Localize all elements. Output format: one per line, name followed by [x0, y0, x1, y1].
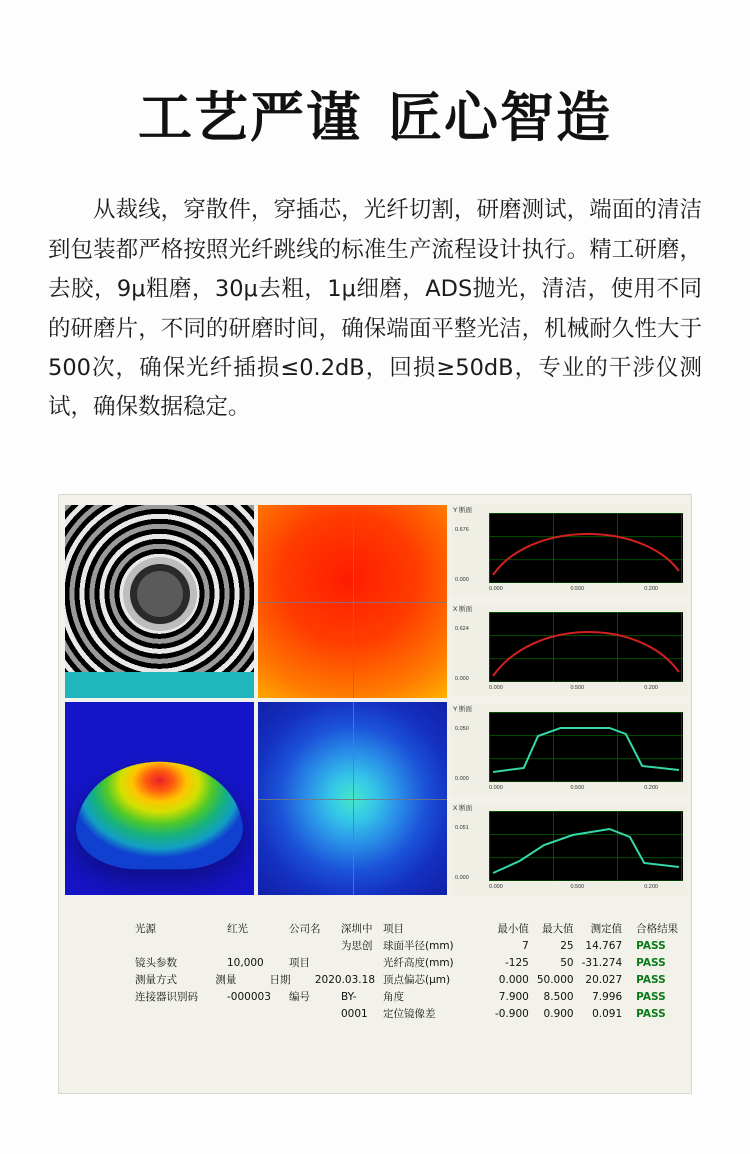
- cell-min: -0.900: [495, 1008, 529, 1020]
- cell-max: 8.500: [543, 991, 574, 1003]
- plot-y-tick-bottom: 0.000: [455, 775, 469, 782]
- plot-x-tick: 0.500: [570, 685, 585, 692]
- plot-canvas: [489, 612, 683, 682]
- plot-x-tick: 0.000: [489, 883, 503, 890]
- info-value: 10,000: [227, 957, 264, 969]
- cell-min: 0.000: [498, 974, 529, 986]
- cell-item: 定位镜像差: [383, 1008, 436, 1020]
- plot-x-axis: [489, 785, 683, 793]
- plot-x-tick: 0.000: [489, 784, 503, 791]
- image-quadrants: [65, 505, 447, 895]
- cell-item: 光纤高度(mm): [383, 957, 454, 969]
- plot-x-tick: 0.500: [570, 784, 585, 791]
- interference-rings-icon: [65, 505, 254, 698]
- plot-label: X 断面: [453, 606, 473, 614]
- interference-fringe-image: [65, 505, 254, 698]
- plot-x-axis: [489, 884, 683, 892]
- plot-x-tick: 0.500: [570, 586, 585, 592]
- instrument-screenshot: [58, 494, 692, 1094]
- column-header-measured: 测定值: [590, 923, 623, 935]
- cell-max: 25: [560, 940, 574, 952]
- plot-x-tick: 0.200: [644, 784, 658, 791]
- info-key2: 项目: [289, 957, 310, 969]
- profile-plot-column: [451, 505, 687, 895]
- dome-surface: [66, 762, 252, 870]
- profile-plot: [451, 604, 687, 696]
- info-key2: 日期: [269, 974, 291, 986]
- column-header-item: 项目: [383, 923, 404, 935]
- plot-x-tick: 0.000: [489, 685, 503, 692]
- status-badge: PASS: [636, 1008, 666, 1020]
- info-row: [135, 921, 375, 955]
- plot-label: Y 断面: [453, 705, 473, 713]
- surface-3d-image: [65, 702, 254, 895]
- cell-min: 7: [522, 940, 529, 952]
- plot-x-axis: [489, 685, 683, 693]
- plot-x-tick: 0.200: [644, 883, 658, 890]
- info-key: 连接器识别码: [135, 991, 198, 1003]
- crosshair-vertical: [353, 505, 354, 698]
- info-row: [135, 955, 375, 972]
- page-title: [0, 0, 750, 147]
- core-spot-gradient: [258, 702, 447, 895]
- plot-x-tick: 0.200: [644, 685, 658, 692]
- info-value: 测量: [215, 974, 237, 986]
- info-key: 测量方式: [135, 974, 177, 986]
- heatmap-gradient: [258, 505, 447, 698]
- crosshair-vertical: [353, 702, 354, 895]
- measurement-result-table: [383, 921, 682, 1023]
- measurement-data-area: [73, 907, 677, 1085]
- info-key2: 公司名: [289, 923, 321, 935]
- plot-y-tick-bottom: 0.000: [455, 874, 469, 881]
- measurement-image-grid: [65, 505, 687, 895]
- plot-y-tick-top: 0.051: [455, 824, 469, 831]
- status-badge: PASS: [636, 957, 666, 969]
- plot-y-tick-bottom: 0.000: [455, 676, 469, 683]
- cell-measured: 0.091: [592, 1008, 623, 1020]
- heatmap-image: [258, 505, 447, 698]
- cell-max: 50.000: [536, 974, 574, 986]
- table-header-row: [383, 921, 682, 938]
- column-header-min: 最小值: [497, 923, 529, 935]
- profile-plot: [451, 505, 687, 597]
- cell-item: 角度: [383, 991, 404, 1003]
- info-value: -000003: [227, 991, 271, 1003]
- plot-canvas: [489, 712, 683, 782]
- table-row: [383, 955, 682, 972]
- plot-y-tick-top: 0.050: [455, 725, 469, 732]
- column-header-max: 最大值: [542, 923, 574, 935]
- info-value2: BY-0001: [341, 991, 368, 1020]
- table-row: [383, 938, 682, 955]
- plot-y-tick-top: 0.624: [455, 626, 469, 633]
- status-badge: PASS: [636, 991, 666, 1003]
- plot-y-tick-top: 0.676: [455, 527, 469, 533]
- profile-plot: [451, 704, 687, 796]
- info-value2: [341, 955, 375, 972]
- plot-canvas: [489, 811, 683, 881]
- table-row: [383, 1006, 682, 1023]
- plot-label: Y 断面: [453, 507, 473, 514]
- column-header-result: 合格结果: [636, 923, 679, 935]
- plot-canvas: [489, 513, 683, 583]
- table-row: [383, 989, 682, 1006]
- info-value: 红光: [227, 923, 248, 935]
- surface-3d-plot: [65, 702, 254, 895]
- cell-item: 球面半径(mm): [383, 940, 454, 952]
- info-row: [135, 989, 375, 1023]
- page-title-right: 匠心智造: [388, 86, 612, 149]
- info-value2: 深圳中为思创: [341, 923, 373, 952]
- fiber-core-image: [258, 702, 447, 895]
- info-row: [135, 972, 375, 989]
- info-value2: 2020.03.18: [314, 974, 375, 986]
- plot-y-tick-bottom: 0.000: [455, 577, 469, 583]
- cell-item: 顶点偏芯(μm): [383, 974, 451, 986]
- cell-measured: 14.767: [585, 940, 623, 952]
- profile-plot: [451, 803, 687, 895]
- cell-measured: 7.996: [592, 991, 623, 1003]
- plot-x-axis: [489, 586, 683, 594]
- info-key2: 编号: [289, 991, 310, 1003]
- page-title-left: 工艺严谨: [138, 86, 362, 149]
- cell-max: 50: [560, 957, 574, 969]
- info-key: 光源: [135, 923, 156, 935]
- info-key: 镜头参数: [135, 957, 177, 969]
- status-badge: PASS: [636, 974, 666, 986]
- cell-min: -125: [505, 957, 529, 969]
- cell-max: 0.900: [543, 1008, 574, 1020]
- sample-info-block: [135, 921, 375, 1023]
- table-row: [383, 972, 682, 989]
- plot-label: X 断面: [453, 804, 473, 812]
- plot-x-tick: 0.500: [570, 883, 585, 890]
- cell-min: 7.900: [498, 991, 529, 1003]
- body-paragraph: 从裁线，穿散件，穿插芯，光纤切割，研磨测试，端面的清洁到包装都严格按照光纤跳线的标准生产流程设计执行。精工研磨，去胶，9μ粗磨，30μ去粗，1μ细磨，ADS抛光，清洁，使用不同的研磨片，不同的研磨时间，确保端面平整光洁，机械耐久性大于500次，确保光纤插损≤0.2dB，回损≥50dB，专业的干涉仪测试，确保数据稳定。: [48, 197, 702, 421]
- plot-x-tick: 0.200: [644, 586, 658, 592]
- plot-x-tick: 0.000: [489, 586, 503, 592]
- cell-measured: -31.274: [581, 957, 623, 969]
- status-badge: PASS: [636, 940, 666, 952]
- cell-measured: 20.027: [585, 974, 623, 986]
